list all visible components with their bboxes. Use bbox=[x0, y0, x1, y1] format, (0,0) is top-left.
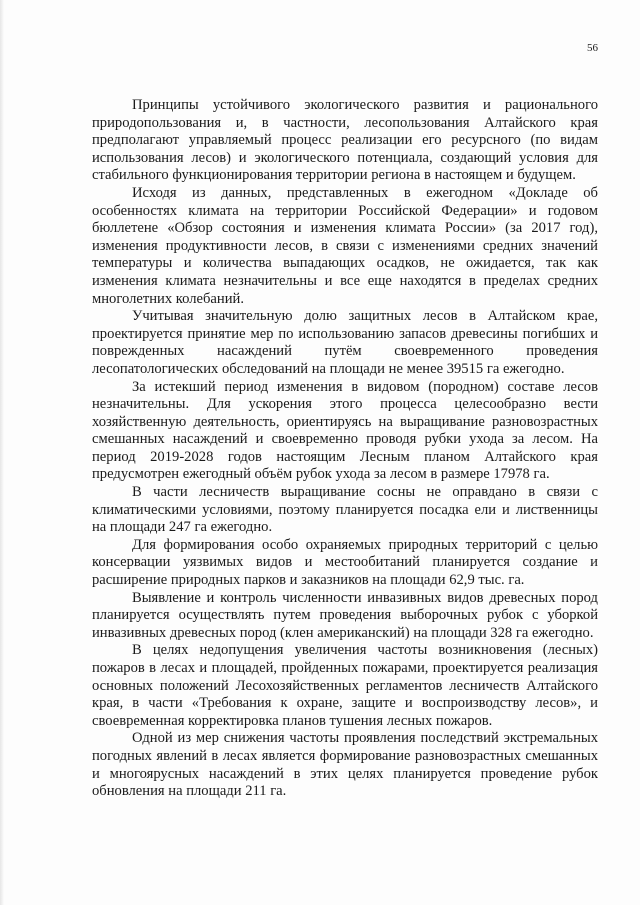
paragraph-pine-cultivation: В части лесничеств выращивание сосны не оправдано в связи с климатическими условиями, поэтому планируется посадка ели и лиственницы на площади 247 га ежегодно. bbox=[92, 484, 598, 536]
paragraph-climate-report: Исходя из данных, представленных в ежегодном «Докладе об особенностях климата на территории Российской Федерации» и годовом бюллетене «Обзор состояния и изменения климата России» (за 2017 год), изменения продуктивности лесов, в связи с изменениями средних значений температуры и количества выпадающих осадков, не ожидается, так как изменения климата незначительны и все еще находятся в пределах средних многолетних колебаний. bbox=[92, 184, 598, 307]
paragraph-fire-prevention: В целях недопущения увеличения частоты возникновения (лесных) пожаров в лесах и площадей, пройденных пожарами, проектируется реализация основных положений Лесохозяйственных регламентов лесничеств Алтайского края, в части «Требования к охране, защите и воспроизводству лесов», и своевременная корректировка планов тушения лесных пожаров. bbox=[92, 642, 598, 729]
paragraph-extreme-weather: Одной из мер снижения частоты проявления последствий экстремальных погодных явлений в лесах является формирование разновозрастных смешанных и многоярусных насаждений в этих целях планируется проведение рубок обновления на площади 211 га. bbox=[92, 730, 598, 800]
paragraph-species-composition: За истекший период изменения в видовом (породном) составе лесов незначительны. Для ускорения этого процесса целесообразно вести хозяйственную деятельность, ориентируясь на выращивание разновозрастных смешанных насаждений и своевременно проводя рубки ухода за лесом. На период 2019-2028 годов настоящим Лесным планом Алтайского края предусмотрен ежегодный объём рубок ухода за лесом в размере 17978 га. bbox=[92, 378, 598, 483]
paragraph-sustainable-development: Принципы устойчивого экологического развития и рационального природопользования и, в частности, лесопользования Алтайского края предполагают управляемый процесс реализации его ресурсного (по видам использования лесов) и экологического потенциала, создающий условия для стабильного функционирования территории региона в настоящем и будущем. bbox=[92, 97, 598, 184]
paragraph-invasive-species: Выявление и контроль численности инвазивных видов древесных пород планируется осуществлять путем проведения выборочных рубок с уборкой инвазивных древесных пород (клен американский) на площади 328 га ежегодно. bbox=[92, 589, 598, 641]
page-number: 56 bbox=[587, 42, 598, 54]
paragraph-protected-areas: Для формирования особо охраняемых природных территорий с целью консервации уязвимых видов и местообитаний планируется создание и расширение природных парков и заказников на площади 62,9 тыс. га. bbox=[92, 536, 598, 589]
scan-edge-shadow bbox=[0, 0, 4, 905]
document-body bbox=[92, 97, 598, 801]
paragraph-protective-forests: Учитывая значительную долю защитных лесов в Алтайском крае, проектируется принятие мер по использованию запасов древесины погибших и поврежденных насаждений путём своевременного проведения лесопатологических обследований на площади не менее 39515 га ежегодно. bbox=[92, 308, 598, 377]
